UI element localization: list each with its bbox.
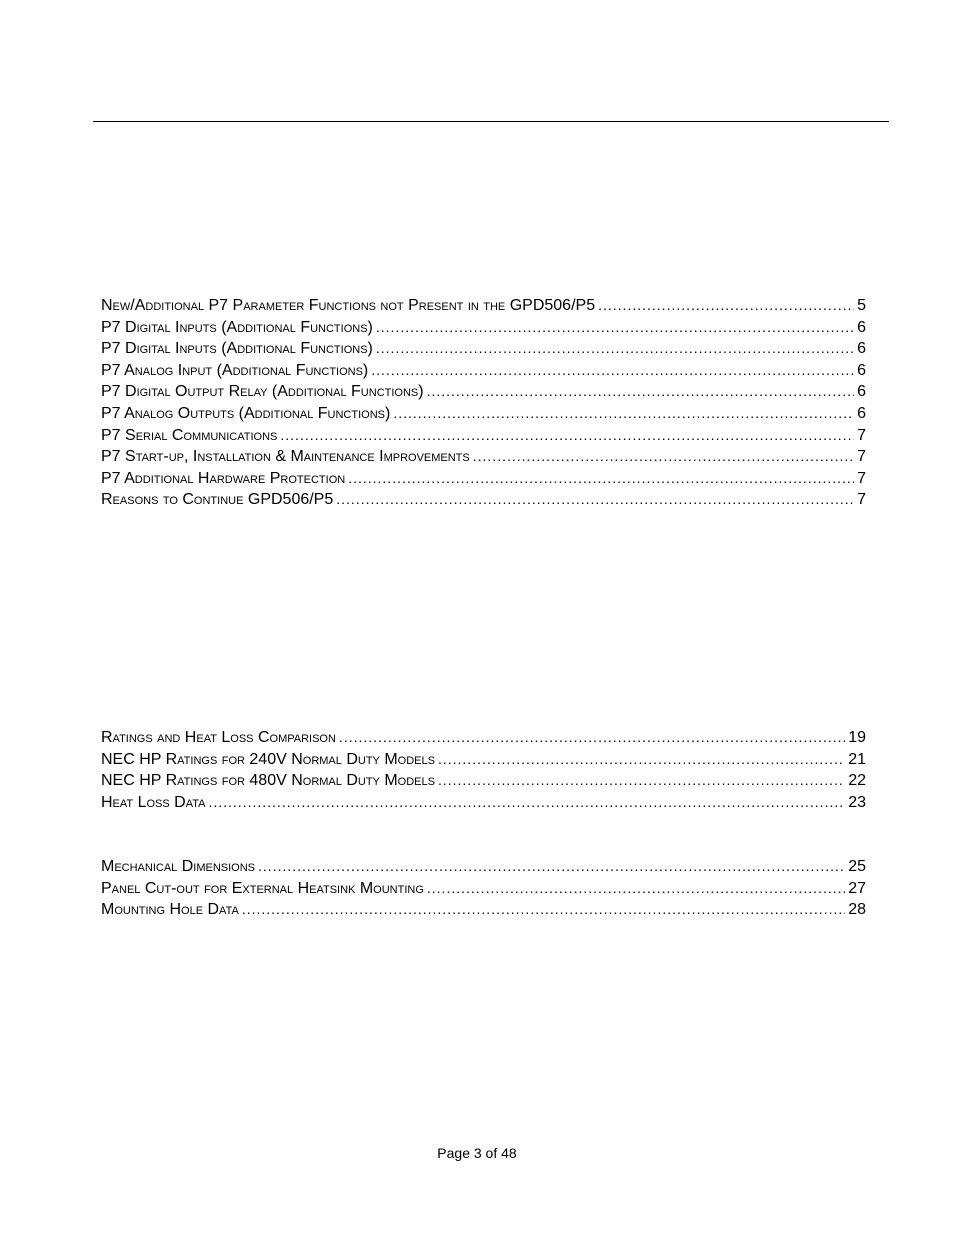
toc-entry-label: P7 Start-up, Installation & Maintenance Improvements (101, 448, 470, 466)
toc-entry-label: P7 Analog Input (Additional Functions) (101, 361, 369, 379)
toc-entry-label: P7 Digital Output Relay (Additional Functions) (101, 383, 424, 401)
dot-leader (258, 856, 845, 878)
dot-leader (280, 425, 854, 447)
page-number: Page 3 of 48 (437, 1145, 517, 1161)
toc-entry-label: Panel Cut-out for External Heatsink Mounting (101, 879, 424, 897)
toc-entry-label: P7 Digital Inputs (Additional Functions) (101, 318, 373, 336)
toc-entry[interactable] (101, 468, 866, 490)
dot-leader (473, 446, 854, 468)
toc-entry-label: Mechanical Dimensions (101, 858, 256, 875)
toc-entry-page: 28 (848, 901, 866, 919)
toc-entry-label: New/Additional P7 Parameter Functions not Present in the GPD506/P5 (101, 297, 596, 314)
dot-leader (336, 489, 854, 511)
toc-entry-page: 6 (857, 404, 866, 422)
toc-entry-page: 7 (857, 448, 866, 466)
toc-section-1 (101, 295, 866, 511)
toc-entry-page: 23 (848, 793, 866, 811)
dot-leader (438, 770, 845, 792)
toc-section-3 (101, 856, 866, 921)
toc-entry-label: P7 Analog Outputs (Additional Functions) (101, 404, 391, 422)
dot-leader (438, 749, 845, 771)
dot-leader (208, 792, 845, 814)
toc-entry[interactable] (101, 295, 866, 317)
toc-entry[interactable] (101, 727, 866, 749)
dot-leader (376, 317, 854, 339)
toc-entry-page: 5 (857, 297, 866, 314)
dot-leader (376, 338, 854, 360)
toc-entry-label: P7 Digital Inputs (Additional Functions) (101, 340, 373, 358)
toc-entry-label: NEC HP Ratings for 240V Normal Duty Models (101, 750, 435, 768)
toc-entry-label: Reasons to Continue GPD506/P5 (101, 491, 334, 509)
toc-entry-page: 19 (848, 729, 866, 746)
dot-leader (393, 403, 854, 425)
toc-entry-page: 6 (857, 361, 866, 379)
dot-leader (598, 295, 854, 317)
toc-entry[interactable] (101, 403, 866, 425)
toc-entry[interactable] (101, 856, 866, 878)
toc-entry[interactable] (101, 425, 866, 447)
toc-entry[interactable] (101, 770, 866, 792)
toc-entry-label: NEC HP Ratings for 480V Normal Duty Models (101, 772, 435, 790)
toc-entry[interactable] (101, 381, 866, 403)
toc-entry[interactable] (101, 360, 866, 382)
toc-entry-page: 6 (857, 383, 866, 401)
toc-entry[interactable] (101, 899, 866, 921)
toc-entry-label: P7 Additional Hardware Protection (101, 469, 346, 487)
toc-entry-page: 6 (857, 318, 866, 336)
toc-entry-label: Ratings and Heat Loss Comparison (101, 729, 336, 746)
toc-entry[interactable] (101, 317, 866, 339)
toc-entry-page: 7 (857, 469, 866, 487)
toc-entry[interactable] (101, 489, 866, 511)
toc-entry-page: 22 (848, 772, 866, 790)
dot-leader (339, 727, 845, 749)
page-footer (0, 1145, 954, 1161)
toc-entry-page: 6 (857, 340, 866, 358)
dot-leader (371, 360, 854, 382)
toc-entry[interactable] (101, 792, 866, 814)
dot-leader (427, 381, 855, 403)
dot-leader (242, 899, 845, 921)
toc-entry-label: P7 Serial Communications (101, 426, 278, 444)
toc-entry-label: Heat Loss Data (101, 793, 206, 811)
toc-entry[interactable] (101, 446, 866, 468)
toc-entry-page: 25 (848, 858, 866, 875)
toc-entry-page: 21 (848, 750, 866, 768)
toc-entry-page: 7 (857, 491, 866, 509)
toc-entry-label: Mounting Hole Data (101, 901, 239, 919)
toc-entry[interactable] (101, 338, 866, 360)
dot-leader (427, 878, 845, 900)
toc-entry-page: 27 (848, 879, 866, 897)
toc-section-2 (101, 727, 866, 813)
toc-entry-page: 7 (857, 426, 866, 444)
toc-entry[interactable] (101, 749, 866, 771)
dot-leader (348, 468, 854, 490)
header-rule (93, 121, 889, 122)
toc-entry[interactable] (101, 878, 866, 900)
